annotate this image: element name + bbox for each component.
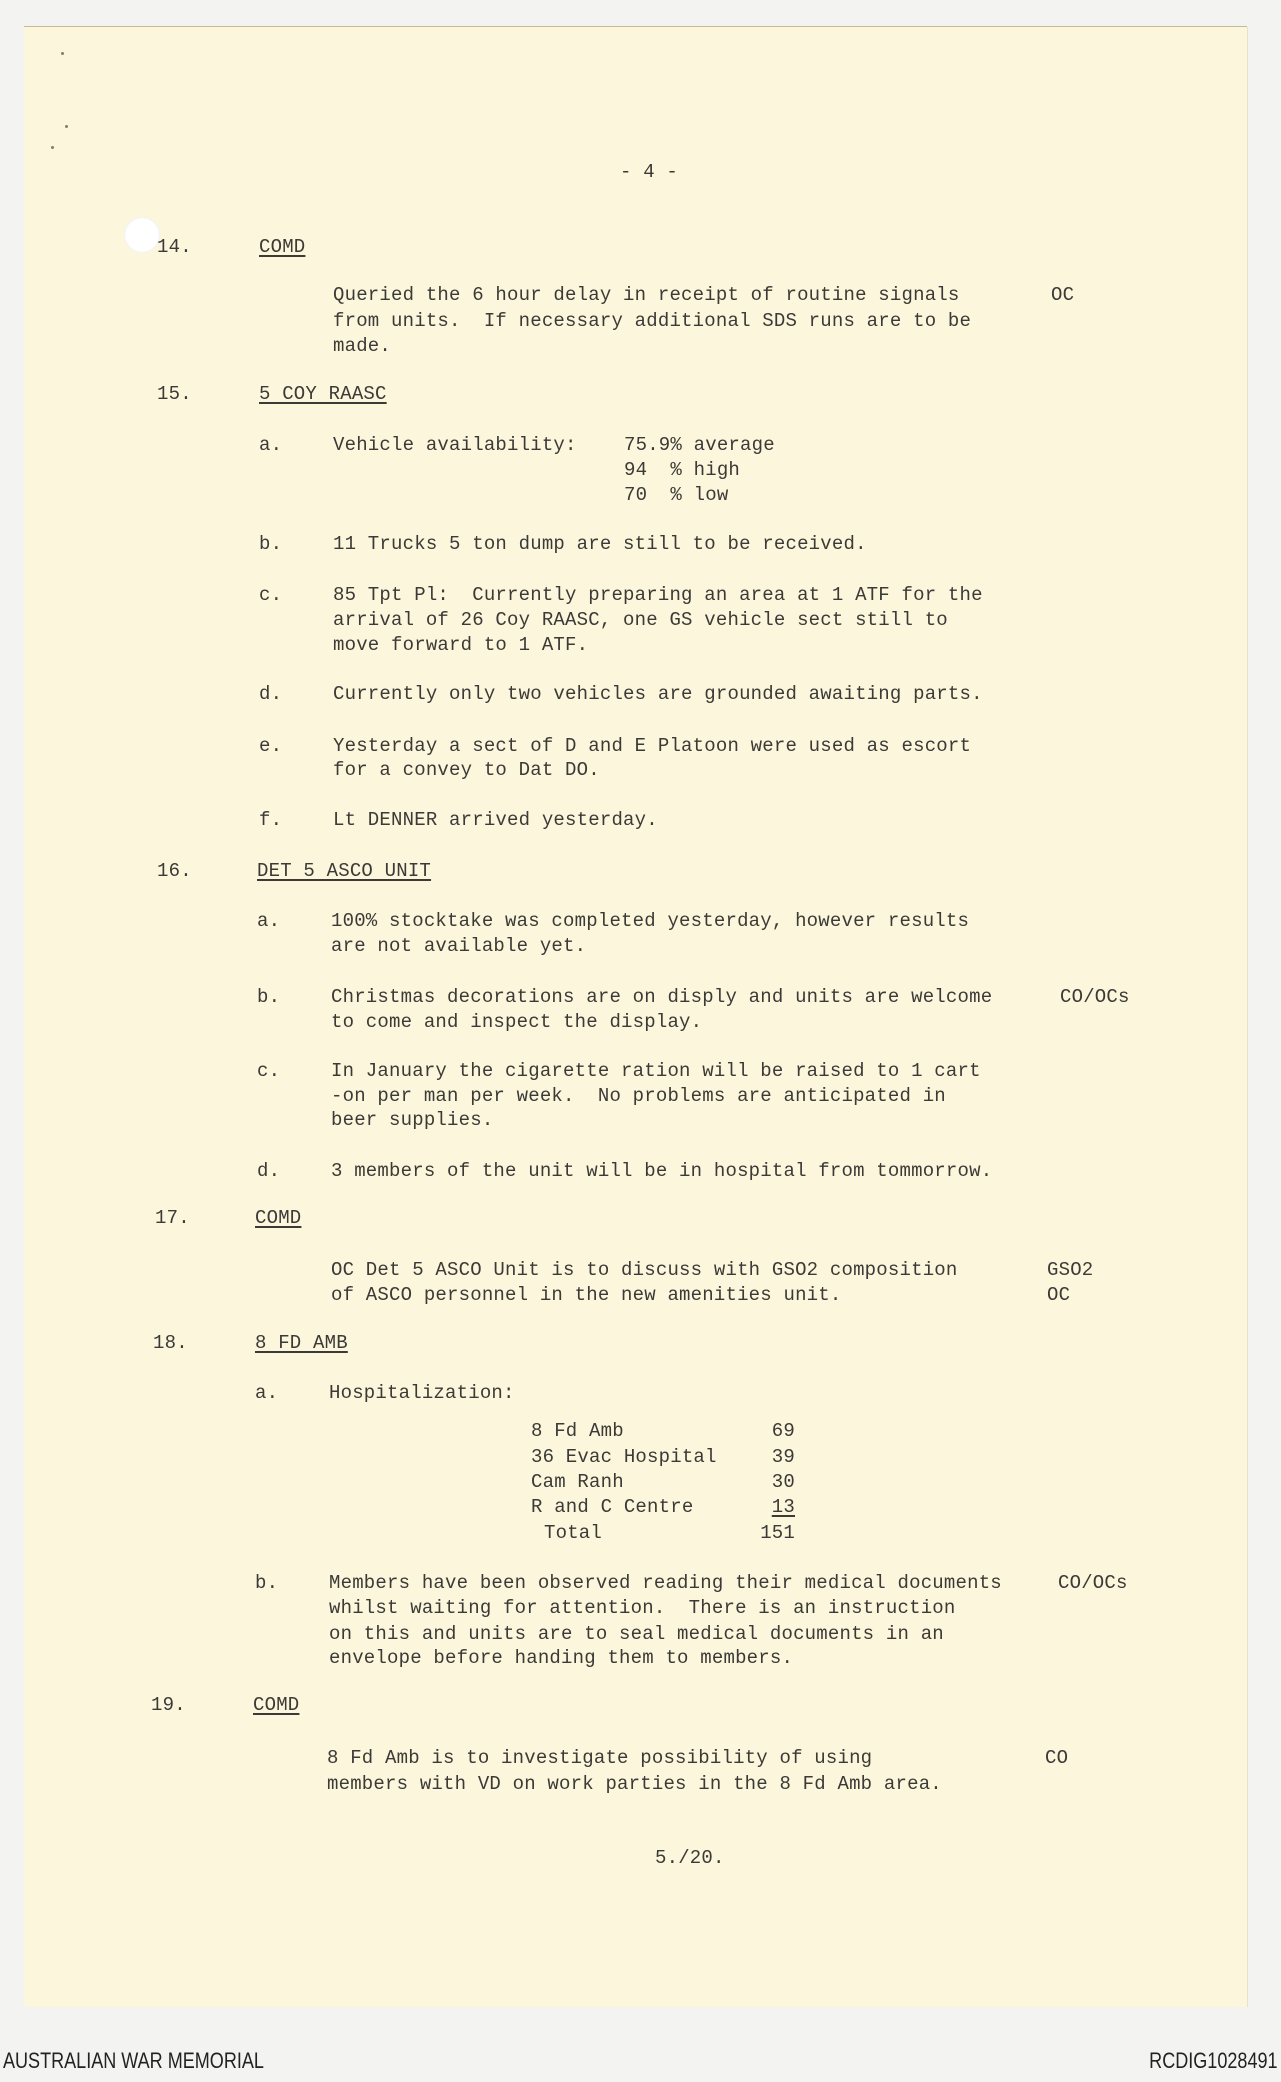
item-letter: e. [259,735,283,757]
item-letter: b. [257,986,281,1008]
item-line: arrival of 26 Coy RAASC, one GS vehicle sect still to [333,609,948,631]
item-line: 100% stocktake was completed yesterday, however results [331,910,970,932]
section-heading: DET 5 ASCO UNIT [257,860,432,882]
item-letter: d. [259,683,283,705]
footer-institution: AUSTRALIAN WAR MEMORIAL [3,2048,264,2073]
hospital-count: 30 [771,1471,795,1493]
action-by: OC [1047,1284,1071,1306]
item-line: 85 Tpt Pl: Currently preparing an area at 1 ATF for the [333,584,983,606]
item-line: Members have been observed reading their medical documents [329,1572,1002,1594]
item-line: for a convey to Dat DO. [333,759,600,781]
section-number: 15. [157,383,192,405]
section-heading: 8 FD AMB [255,1332,348,1354]
speck [65,125,68,128]
item-line: beer supplies. [331,1109,494,1131]
section-heading: COMD [255,1207,302,1229]
hospital-total-label: Total [544,1522,603,1544]
item-line: are not available yet. [331,935,587,957]
item-letter: a. [259,434,283,456]
item-letter: b. [255,1572,279,1594]
item-line: -on per man per week. No problems are anticipated in [331,1085,946,1107]
availability-average: 75.9% average [624,434,775,456]
item-letter: c. [259,584,283,606]
item-letter: a. [257,910,281,932]
section-body-line: from units. If necessary additional SDS runs are to be [333,310,972,332]
section-body-line: 8 Fd Amb is to investigate possibility of using [327,1747,873,1769]
speck [61,52,64,55]
availability-low: 70 % low [624,484,729,506]
section-heading: COMD [253,1694,300,1716]
section-number: 17. [155,1207,190,1229]
item-line: Lt DENNER arrived yesterday. [333,809,658,831]
hospital-place: 8 Fd Amb [531,1420,624,1442]
section-number: 19. [151,1694,186,1716]
item-line: on this and units are to seal medical documents in an [329,1623,944,1645]
hospital-place: Cam Ranh [531,1471,624,1493]
section-body-line: made. [333,335,392,357]
hospital-count: 39 [771,1446,795,1468]
section-heading: COMD [259,236,306,258]
hospital-count: 13 [771,1496,795,1518]
item-line: to come and inspect the display. [331,1011,703,1033]
item-letter: d. [257,1160,281,1182]
item-letter: a. [255,1382,279,1404]
section-body-line: members with VD on work parties in the 8 Fd Amb area. [327,1773,942,1795]
hospital-place: 36 Evac Hospital [531,1446,717,1468]
action-by: CO/OCs [1058,1572,1128,1594]
item-line: Currently only two vehicles are grounded awaiting parts. [333,683,983,705]
section-body-line: of ASCO personnel in the new amenities unit. [331,1284,842,1306]
section-number: 18. [153,1332,188,1354]
footer-record-id: RCDIG1028491 [1149,2048,1278,2073]
action-by: OC [1051,284,1075,306]
item-letter: b. [259,533,283,555]
hospital-place: R and C Centre [531,1496,694,1518]
item-line: Vehicle availability: [333,434,577,456]
section-number: 14. [157,236,192,258]
item-line: Hospitalization: [329,1382,515,1404]
page-number: - 4 - [620,161,679,183]
availability-high: 94 % high [624,459,741,481]
item-line: 3 members of the unit will be in hospital from tommorrow. [331,1160,993,1182]
action-by: CO [1045,1747,1069,1769]
continuation-marker: 5./20. [655,1847,725,1869]
item-letter: c. [257,1060,281,1082]
section-heading: 5 COY RAASC [259,383,387,405]
speck [51,146,54,149]
hospital-total: 151 [760,1522,795,1544]
punch-hole [124,217,160,253]
action-by: GSO2 [1047,1259,1094,1281]
action-by: CO/OCs [1060,986,1130,1008]
section-body-line: Queried the 6 hour delay in receipt of routine signals [333,284,960,306]
item-line: Yesterday a sect of D and E Platoon were used as escort [333,735,972,757]
item-line: In January the cigarette ration will be raised to 1 cart [331,1060,981,1082]
item-letter: f. [259,809,283,831]
section-number: 16. [157,860,192,882]
item-line: Christmas decorations are on disply and units are welcome [331,986,993,1008]
item-line: whilst waiting for attention. There is an instruction [329,1597,956,1619]
section-body-line: OC Det 5 ASCO Unit is to discuss with GSO2 composition [331,1259,958,1281]
item-line: envelope before handing them to members. [329,1647,794,1669]
item-line: 11 Trucks 5 ton dump are still to be received. [333,533,867,555]
item-line: move forward to 1 ATF. [333,634,589,656]
hospital-count: 69 [771,1420,795,1442]
